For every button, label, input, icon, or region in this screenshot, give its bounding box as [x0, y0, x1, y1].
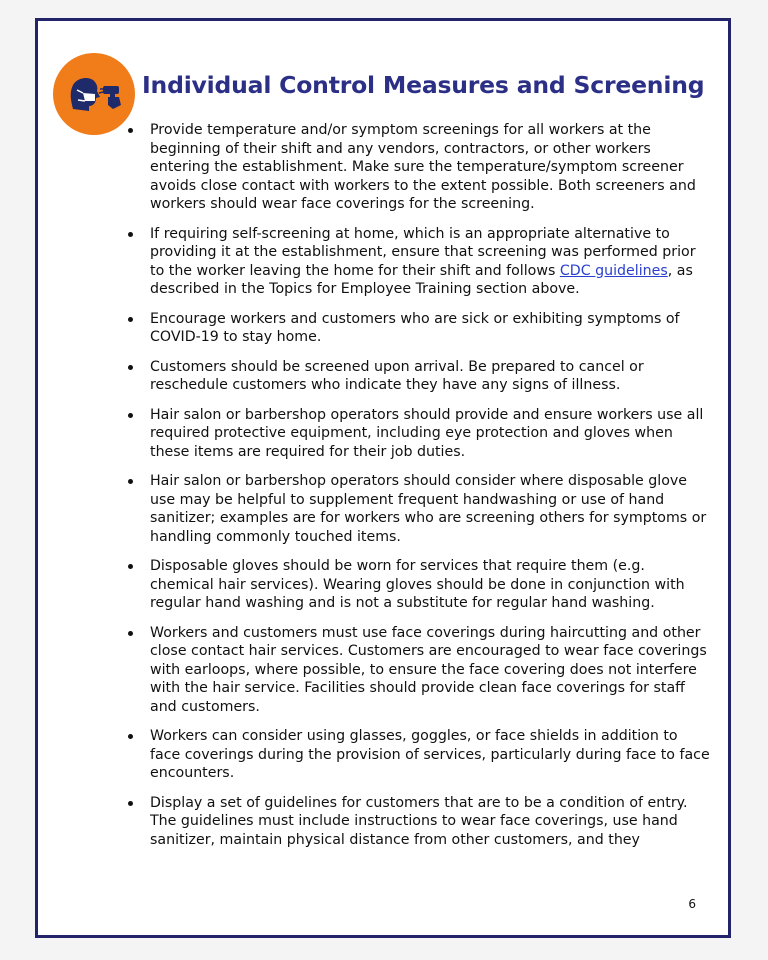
document-page [35, 18, 731, 938]
list-item: Hair salon or barbershop operators should provide and ensure workers use all required protective equipment, including eye protection and gloves when these items are required for their job duties. [150, 406, 710, 462]
list-item [150, 225, 710, 299]
list-item: Workers can consider using glasses, goggles, or face shields in addition to face coverings during the provision of services, particularly during face to face encounters. [150, 728, 710, 781]
cdc-guidelines-link[interactable]: CDC guidelines [559, 262, 668, 279]
list-item: Workers and customers must use face coverings during haircutting and other close contact hair services. Customers are encouraged to wear face coverings with earloops, where possible, to ensure the face covering does not interfere with the hair service. Facilities should provide clean face coverings for staff and customers. [150, 624, 710, 717]
section-title: Individual Control Measures and Screening [142, 71, 705, 99]
guidelines-list [150, 121, 710, 860]
page-number: 6 [688, 897, 696, 911]
list-item: Disposable gloves should be worn for services that require them (e.g. chemical hair services). Wearing gloves should be done in conjunction with regular hand washing and is not a substitute for regular hand washing. [150, 557, 710, 613]
list-item: Display a set of guidelines for customers that are to be a condition of entry. The guidelines must include instructions to wear face coverings, use hand sanitizer, maintain physical distance from other customers, and they [150, 794, 710, 850]
list-item: Hair salon or barbershop operators should consider where disposable glove use may be helpful to supplement frequent handwashing or use of hand sanitizer; examples are for workers who are screening others for symptoms or handling commonly touched items. [150, 472, 710, 546]
list-item-text: If requiring self-screening at home, which is an appropriate alternative to providing it at the establishment, ensure that screening was performed prior to the worker leaving the home for their shift and follows [150, 225, 696, 279]
temperature-screening-icon [53, 53, 135, 135]
list-item: Customers should be screened upon arrival. Be prepared to cancel or reschedule customers who indicate they have any signs of illness. [150, 358, 710, 395]
list-item: Provide temperature and/or symptom screenings for all workers at the beginning of their shift and any vendors, contractors, or other workers entering the establishment. Make sure the temperature/symptom screener avoids close contact with workers to the extent possible. Both screeners and workers should wear face coverings for the screening. [150, 121, 710, 214]
list-item: Encourage workers and customers who are sick or exhibiting symptoms of COVID-19 to stay home. [150, 310, 710, 347]
list-item-text: , as described in the Topics for Employee Training section above. [150, 262, 693, 297]
